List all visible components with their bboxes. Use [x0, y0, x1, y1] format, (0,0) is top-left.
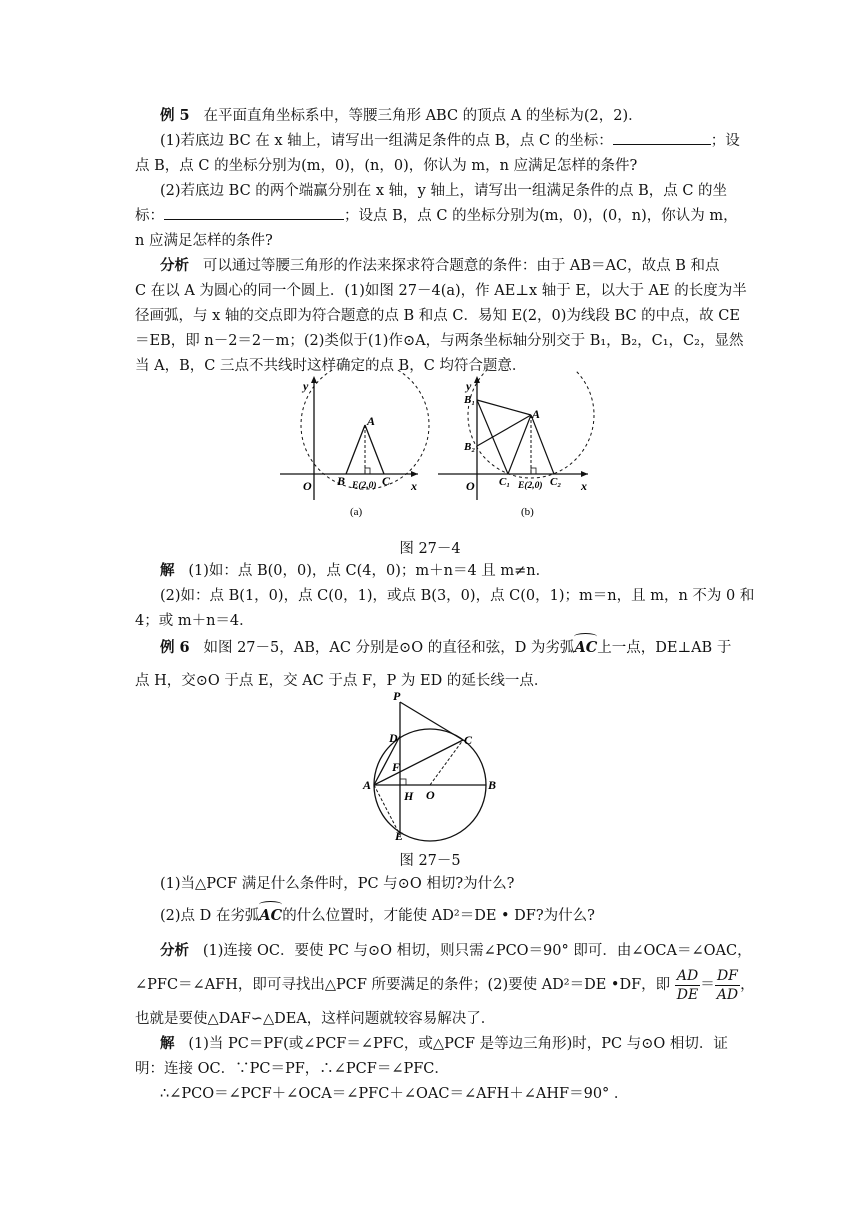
analysis-line-with-fractions: ∠PFC＝∠AFH，即可寻找出△PCF 所要满足的条件；(2)要使 AD²＝DE •DF，即 $\frac{AD}{DE}$ ＝ $\frac{DF}{AD}$ ，: [135, 967, 755, 1003]
subfigure-label-a: (a): [350, 506, 363, 518]
example5-question1-cont: 点 B，点 C 的坐标分别为(m，0)，(n，0)，你认为 m，n 应满足怎样的条件?: [135, 158, 638, 174]
label-e: E(2,0): [352, 481, 377, 491]
segment-ac: [365, 425, 384, 474]
label-d: D: [389, 731, 398, 745]
label-a: A: [367, 414, 376, 428]
label-y: y: [466, 379, 472, 393]
label-b1: B₁: [464, 394, 476, 406]
answer-blank[interactable]: [164, 205, 344, 220]
figure-27-5-caption: 图 27－5: [399, 853, 461, 869]
analysis-line: C 在以 A 为圆心的同一个圆上．(1)如图 27－4(a)，作 AE⊥x 轴于 E，以大于 AE 的长度为半: [135, 283, 747, 299]
example6-solution: 解 (1)当 PC＝PF(或∠PCF＝∠PFC，或△PCF 是等边三角形)时，PC 与⊙O 相切．证: [160, 1035, 728, 1052]
fraction-df-ad: $\frac{DF}{AD}$: [716, 967, 739, 1003]
solution-label: 解: [160, 562, 175, 579]
segment-pc: [400, 702, 463, 740]
label-a: A: [532, 407, 541, 421]
arc-ac: AC: [259, 905, 282, 927]
example5-question2-end: n 应满足怎样的条件?: [135, 233, 273, 249]
label-o: O: [303, 479, 312, 493]
figure-27-5: [360, 690, 500, 842]
analysis-line: 也就是要使△DAF∽△DEA，这样问题就较容易解决了．: [135, 1011, 496, 1027]
subfigure-label-b: (b): [521, 506, 534, 518]
example5-analysis: 分析 可以通过等腰三角形的作法来探求符合题意的条件：由于 AB＝AC，故点 B 和点: [160, 257, 720, 274]
example6-analysis: 分析 (1)连接 OC．要使 PC 与⊙O 相切，则只需∠PCO＝90° 即可．由∠OCA＝∠OAC，: [160, 942, 752, 959]
chord-ac: [374, 740, 463, 785]
figure-27-4a: [280, 370, 429, 518]
label-b: B: [488, 778, 497, 792]
example5-label: 例 5: [160, 107, 190, 124]
label-x: x: [581, 479, 587, 493]
solution-line: (2)如：点 B(1，0)，点 C(0，1)，或点 B(3，0)，点 C(0，1)；m＝n，且 m，n 不为 0 和: [160, 588, 755, 604]
figure-27-4-caption: 图 27－4: [399, 541, 461, 557]
label-p: P: [393, 690, 401, 703]
segment-ac1: [508, 415, 531, 474]
figure-27-4b: [438, 370, 594, 518]
solution-line: 4；或 m＋n＝4．: [135, 613, 254, 629]
figure-27-4: [270, 370, 600, 530]
segment-ab1: [477, 400, 531, 415]
label-f: F: [392, 760, 401, 774]
segment-b1c1: [477, 400, 508, 474]
analysis-label: 分析: [160, 942, 189, 959]
segment-ab: [346, 425, 365, 474]
label-c: C: [464, 733, 473, 747]
segment-ae: [374, 785, 400, 835]
x-axis-arrow: [411, 471, 418, 477]
example5-question2: (2)若底边 BC 的两个端赢分别在 x 轴，y 轴上，请写出一组满足条件的点 B，点 C 的坐: [160, 183, 728, 199]
analysis-label: 分析: [160, 257, 189, 274]
example6-intro: 例 6 如图 27－5，AB，AC 分别是⊙O 的直径和弦，D 为劣弧AC上一点，DE⊥AB 于: [160, 637, 735, 659]
solution-line: 明：连接 OC．∵PC＝PF，∴∠PCF＝∠PFC．: [135, 1061, 449, 1077]
solution-label: 解: [160, 1035, 175, 1052]
x-axis-arrow: [581, 471, 588, 477]
example6-question1: (1)当△PCF 满足什么条件时，PC 与⊙O 相切?为什么?: [160, 876, 515, 892]
example6-label: 例 6: [160, 639, 190, 656]
arc-ac: AC: [574, 637, 597, 659]
label-e: E(2,0): [518, 481, 543, 491]
label-h: H: [404, 789, 414, 803]
label-c2: C₂: [550, 476, 562, 488]
example5-question2-cont: 标： ；设点 B，点 C 的坐标分别为(m，0)，(0，n)，你认为 m，: [135, 205, 735, 227]
analysis-line: 当 A，B，C 三点不共线时这样确定的点 B，C 均符合题意．: [135, 358, 527, 374]
fraction-ad-de: $\frac{AD}{DE}$: [676, 967, 699, 1003]
example6-intro-cont: 点 H，交⊙O 于点 E，交 AC 于点 F，P 为 ED 的延长线一点．: [135, 673, 549, 689]
label-x: x: [411, 479, 417, 493]
segment-oc: [430, 740, 463, 785]
right-angle-mark: [400, 779, 406, 785]
analysis-line: 径画弧，与 x 轴的交点即为符合题意的点 B 和点 C．易知 E(2，0)为线段 BC 的中点，故 CE: [135, 308, 740, 324]
example5-solution: 解 (1)如：点 B(0，0)，点 C(4，0)；m＋n＝4 且 m≠n．: [160, 562, 551, 579]
example5-question1: (1)若底边 BC 在 x 轴上，请写出一组满足条件的点 B，点 C 的坐标： ；设: [160, 130, 735, 152]
label-o: O: [466, 479, 475, 493]
solution-line: ∴∠PCO＝∠PCF＋∠OCA＝∠PFC＋∠OAC＝∠AFH＋∠AHF＝90° ．: [160, 1086, 629, 1102]
example5-intro: 例 5 在平面直角坐标系中，等腰三角形 ABC 的顶点 A 的坐标为(2，2)．: [160, 107, 643, 124]
label-y: y: [303, 379, 309, 393]
label-e: E: [395, 829, 404, 842]
label-o: O: [426, 788, 435, 802]
right-angle-mark: [365, 468, 370, 474]
answer-blank[interactable]: [613, 130, 711, 145]
label-b: B: [337, 474, 346, 488]
label-b2: B₂: [464, 441, 476, 453]
analysis-line: ＝EB，即 n－2＝2－m；(2)类似于(1)作⊙A，与两条坐标轴分别交于 B₁，B₂，C₁，C₂，显然: [135, 333, 744, 349]
right-angle-mark: [531, 468, 536, 474]
y-axis-arrow: [311, 376, 317, 383]
label-c: C: [382, 474, 391, 488]
label-a: A: [363, 778, 372, 792]
example6-question2: (2)点 D 在劣弧AC的什么位置时，才能使 AD²＝DE • DF?为什么?: [160, 905, 735, 927]
label-c1: C₁: [499, 476, 511, 488]
segment-ac2: [531, 415, 554, 474]
